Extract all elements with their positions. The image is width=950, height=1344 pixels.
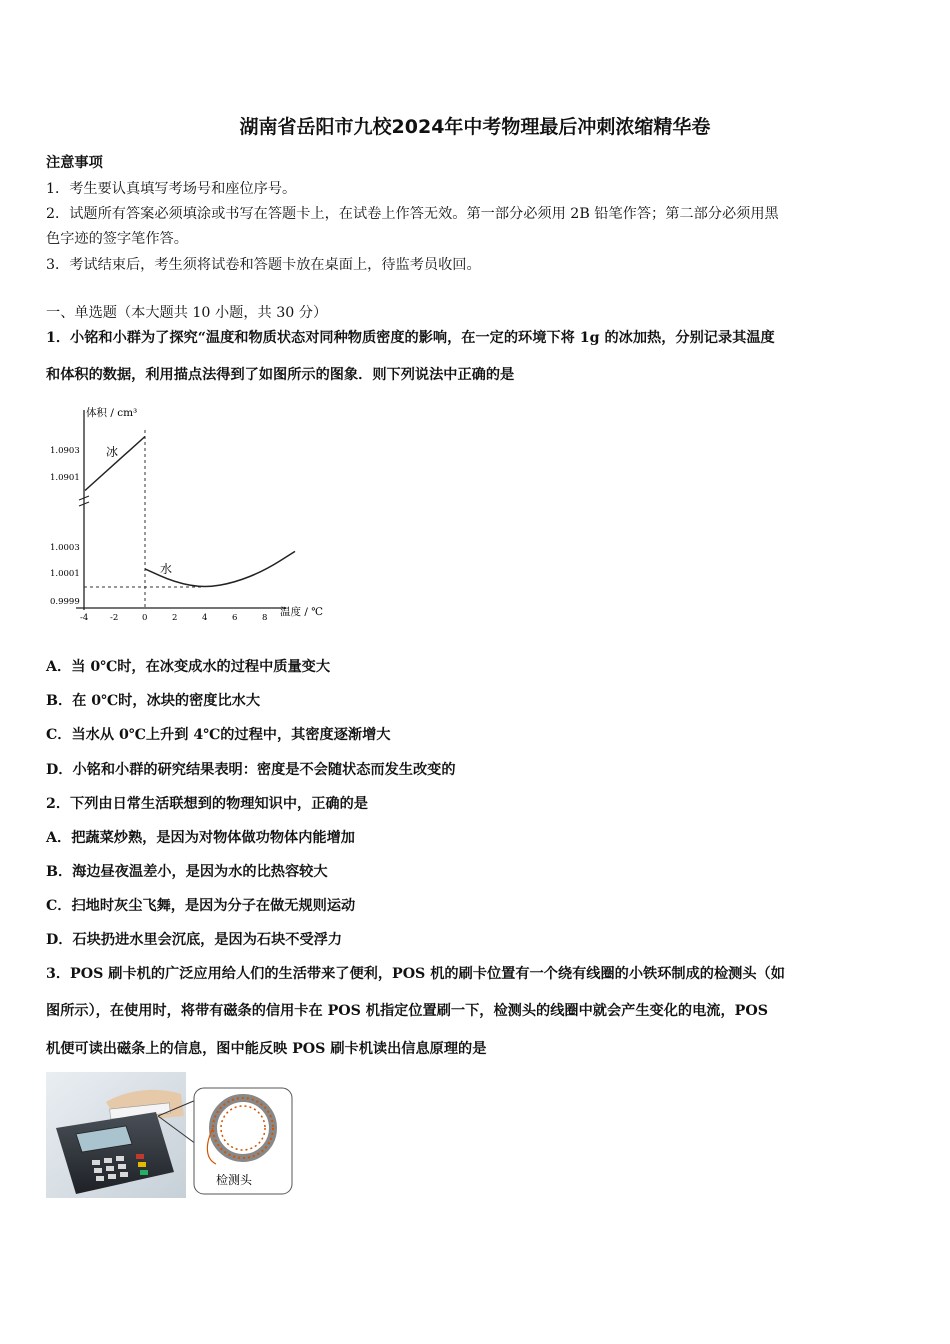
q1-option-b: B．在 0℃时，冰块的密度比水大 — [46, 693, 261, 709]
notice-item: 色字迹的签字笔作答。 — [46, 231, 188, 247]
x-tick-label: 6 — [232, 613, 238, 623]
y-tick-label: 1.0003 — [50, 543, 80, 553]
x-tick-label: 4 — [202, 613, 208, 623]
q2-option-d: D．石块扔进水里会沉底，是因为石块不受浮力 — [46, 932, 343, 948]
q1-option-d: D．小铭和小群的研究结果表明：密度是不会随状态而发生改变的 — [46, 762, 456, 778]
q3-stem: 机便可读出磁条上的信息，图中能反映 POS 刷卡机读出信息原理的是 — [46, 1041, 487, 1057]
page-title: 湖南省岳阳市九校2024年中考物理最后冲刺浓缩精华卷 — [239, 116, 711, 138]
q2-option-b: B．海边昼夜温差小，是因为水的比热容较大 — [46, 864, 328, 880]
volume-temperature-chart — [46, 400, 346, 625]
notice-item: 3．考试结束后，考生须将试卷和答题卡放在桌面上，待监考员收回。 — [46, 257, 481, 273]
x-tick-label: -2 — [110, 613, 119, 623]
notice-item: 2．试题所有答案必须填涂或书写在答题卡上，在试卷上作答无效。第一部分必须用 2B 铅笔作答；第二部分必须用黑 — [46, 206, 779, 222]
q1-stem: 1．小铭和小群为了探究“温度和物质状态对同种物质密度的影响，在一定的环境下将 1g 的冰加热，分别记录其温度 — [46, 330, 775, 346]
x-tick-label: 2 — [172, 613, 178, 623]
x-tick-label: 8 — [262, 613, 268, 623]
q2-option-c: C．扫地时灰尘飞舞，是因为分子在做无规则运动 — [46, 898, 356, 914]
x-tick-label: -4 — [80, 613, 89, 623]
notice-item: 1．考生要认真填写考场号和座位序号。 — [46, 181, 297, 197]
y-axis-label: 体积 / cm³ — [86, 407, 138, 419]
x-axis-label: 温度 / ℃ — [280, 606, 323, 618]
y-tick-label: 0.9999 — [50, 597, 80, 607]
series-label-water: 水 — [160, 562, 173, 576]
series-label-ice: 冰 — [106, 445, 119, 459]
q1-option-c: C．当水从 0℃上升到 4℃的过程中，其密度逐渐增大 — [46, 727, 391, 743]
y-tick-label: 1.0001 — [50, 569, 80, 579]
x-tick-label: 0 — [142, 613, 148, 623]
y-tick-label: 1.0903 — [50, 446, 80, 456]
pos-terminal-figure — [46, 1072, 296, 1200]
y-tick-label: 1.0901 — [50, 473, 80, 483]
q3-stem: 图所示），在使用时，将带有磁条的信用卡在 POS 机指定位置刷一下，检测头的线圈中就会产生变化的电流，POS — [46, 1003, 768, 1019]
q2-stem: 2．下列由日常生活联想到的物理知识中，正确的是 — [46, 796, 368, 812]
notice-heading: 注意事项 — [46, 155, 103, 171]
q2-option-a: A．把蔬菜炒熟，是因为对物体做功物体内能增加 — [46, 830, 355, 846]
q3-stem: 3．POS 刷卡机的广泛应用给人们的生活带来了便利，POS 机的刷卡位置有一个绕有线圈的小铁环制成的检测头（如 — [46, 966, 785, 982]
q1-option-a: A．当 0℃时，在冰变成水的过程中质量变大 — [46, 659, 331, 675]
detector-label: 检测头 — [216, 1173, 253, 1187]
q1-stem: 和体积的数据，利用描点法得到了如图所示的图象．则下列说法中正确的是 — [46, 367, 515, 383]
section-heading: 一、单选题（本大题共 10 小题，共 30 分） — [46, 305, 328, 321]
